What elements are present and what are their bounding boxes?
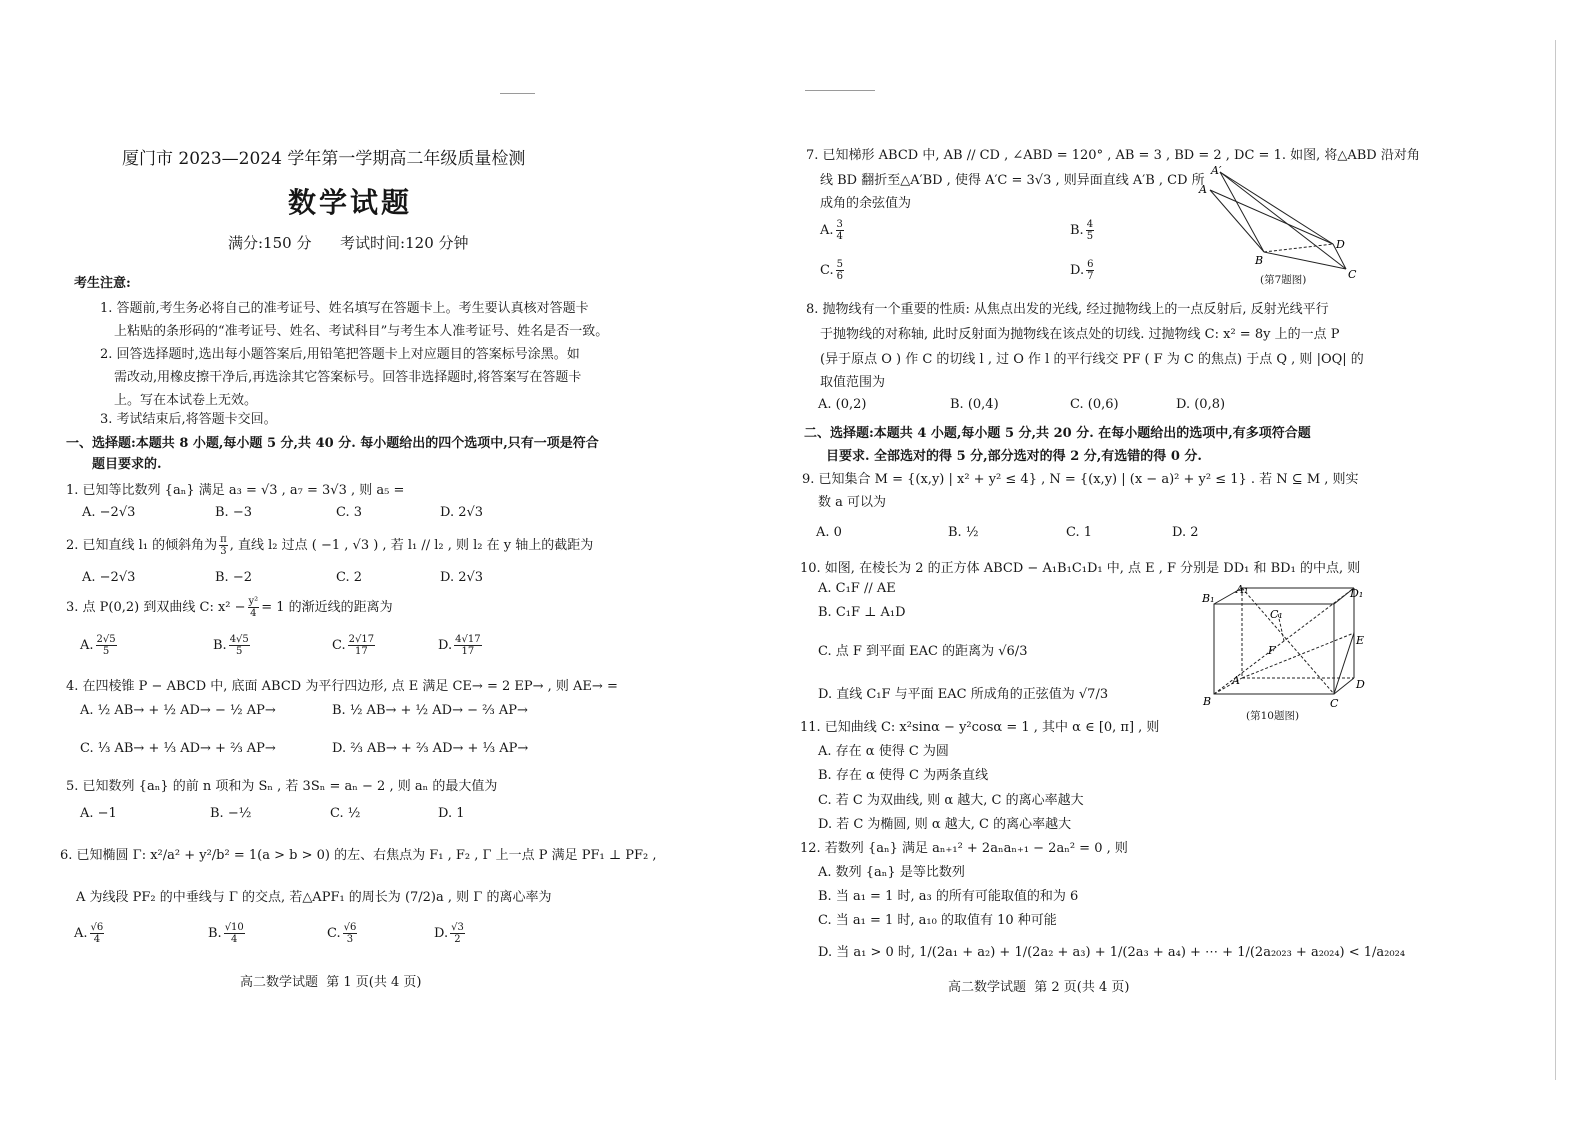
fig-label: D: [1336, 238, 1345, 251]
left-page: [0, 0, 790, 1123]
option: D. 若 C 为椭圆, 则 α 越大, C 的离心率越大: [818, 817, 1072, 832]
option: A. (0,2): [818, 397, 867, 412]
option: B. −2: [215, 570, 252, 585]
option: D. $\frac{4√17}{17}$: [438, 634, 481, 657]
fig-label: D₁: [1350, 587, 1364, 600]
option: C. $\frac{√6}{3}$: [327, 922, 357, 945]
option: C. $\frac{2√17}{17}$: [332, 634, 375, 657]
option: C. 2: [336, 570, 363, 585]
question-stem: 2. 已知直线 l₁ 的倾斜角为 $\frac{\pi}{3}$ , 直线 l₂ 过点 ( −1 , √3 ) , 若 l₁ // l₂ , 则 l₂ 在 y 轴上的截距为: [66, 534, 594, 557]
fig-label: C: [1330, 697, 1339, 710]
notice-line: 上粘贴的条形码的“准考证号、姓名、考试科目”与考生本人准考证号、姓名是否一致。: [114, 324, 609, 339]
option: A. −2√3: [82, 505, 136, 520]
option: B. −3: [215, 505, 252, 520]
q7-figure: [1198, 160, 1368, 290]
page-footer: 高二数学试题 第 1 页(共 4 页): [240, 975, 422, 990]
question-stem: 8. 抛物线有一个重要的性质: 从焦点出发的光线, 经过抛物线上的一点反射后, 反射光线平行: [806, 302, 1329, 317]
question-stem: 4. 在四棱锥 P − ABCD 中, 底面 ABCD 为平行四边形, 点 E 满足 CE→ = 2 EP→ , 则 AE→ =: [66, 679, 618, 694]
notice-line: 上。写在本试卷上无效。: [114, 393, 258, 408]
option: A. −2√3: [82, 570, 136, 585]
option: C. 当 a₁ = 1 时, a₁₀ 的取值有 10 种可能: [818, 913, 1057, 928]
option: C. 点 F 到平面 EAC 的距离为 √6/3: [818, 644, 1028, 659]
option: A. ½ AB→ + ½ AD→ − ½ AP→: [80, 703, 276, 718]
edge: [1220, 172, 1264, 252]
fig-label: B: [1203, 695, 1212, 708]
option: A. $\frac{√6}{4}$: [74, 922, 104, 945]
fig-label: D: [1356, 678, 1365, 691]
option: D. 当 a₁ > 0 时, 1/(2a₁ + a₂) + 1/(2a₂ + a₃) + 1/(2a₃ + a₄) + ⋯ + 1/(2a₂₀₂₃ + a₂₀₂₄) < 1/a₂₀₂₄: [818, 945, 1406, 960]
notice-title: 考生注意:: [74, 276, 131, 291]
notice-line: 需改动,用橡皮擦干净后,再选涂其它答案标号。回答非选择题时,将答案写在答题卡: [114, 370, 582, 385]
figure-caption: (第7题图): [1260, 274, 1307, 286]
question-stem: 11. 已知曲线 C: x²sinα − y²cosα = 1 , 其中 α ∈ [0, π] , 则: [800, 720, 1160, 735]
question-stem: (异于原点 O ) 作 C 的切线 l , 过 O 作 l 的平行线交 PF ( F 为 C 的焦点) 于点 Q , 则 |OQ| 的: [820, 352, 1364, 367]
option: B. ½: [948, 525, 979, 540]
section-heading: 题目要求的.: [92, 457, 162, 472]
question-stem: 10. 如图, 在棱长为 2 的正方体 ABCD − A₁B₁C₁D₁ 中, 点 E , F 分别是 DD₁ 和 BD₁ 的中点, 则: [800, 561, 1361, 576]
fig-label: C₁: [1270, 608, 1283, 621]
line-dashed: [1242, 633, 1354, 678]
option: A. 存在 α 使得 C 为圆: [818, 744, 949, 759]
question-stem: 7. 已知梯形 ABCD 中, AB // CD , ∠ABD = 120° , AB = 3 , BD = 2 , DC = 1. 如图, 将△ABD 沿对角: [806, 148, 1420, 163]
notice-line: 1. 答题前,考生务必将自己的准考证号、姓名填写在答题卡上。考生要认真核对答题卡: [100, 301, 589, 316]
option: A. 数列 {aₙ} 是等比数列: [818, 865, 965, 880]
option: A. −1: [80, 806, 117, 821]
option: B. (0,4): [950, 397, 999, 412]
edge: [1220, 172, 1333, 244]
question-stem: 6. 已知椭圆 Γ: x²/a² + y²/b² = 1(a > b > 0) 的左、右焦点为 F₁ , F₂ , Γ 上一点 P 满足 PF₁ ⊥ PF₂ ,: [60, 848, 657, 863]
question-stem: 于抛物线的对称轴, 此时反射面为抛物线在该点处的切线. 过抛物线 C: x² = 8y 上的一点 P: [820, 327, 1340, 342]
question-stem: 数 a 可以为: [818, 495, 887, 510]
option: D. 2√3: [440, 570, 484, 585]
question-stem: 成角的余弦值为: [820, 196, 912, 211]
fig-label: E: [1356, 634, 1365, 647]
edge: [1210, 190, 1333, 244]
figure-caption: (第10题图): [1246, 710, 1300, 722]
score-line: 满分:150 分 考试时间:120 分钟: [228, 234, 469, 252]
option: C. $\frac{5}{6}$: [820, 259, 843, 282]
option: C. ½: [330, 806, 361, 821]
fraction: $\frac{\text{y²}}{4}$: [248, 596, 259, 619]
section-heading: 二、选择题:本题共 4 小题,每小题 5 分,共 20 分. 在每小题给出的选项中,有多项符合题: [804, 426, 1311, 441]
option: D. $\frac{6}{7}$: [1070, 259, 1094, 282]
notice-line: 2. 回答选择题时,选出每小题答案后,用铅笔把答题卡上对应题目的答案标号涂黑。如: [100, 347, 580, 362]
page-footer: 高二数学试题 第 2 页(共 4 页): [948, 980, 1130, 995]
option: C. (0,6): [1070, 397, 1119, 412]
fig-label: A₁: [1236, 583, 1249, 596]
edge: [1264, 252, 1346, 269]
option: B. $\frac{√10}{4}$: [208, 922, 244, 945]
option: C. 若 C 为双曲线, 则 α 越大, C 的离心率越大: [818, 793, 1084, 808]
question-stem: 线 BD 翻折至△A′BD , 使得 A′C = 3√3 , 则异面直线 A′B , CD 所: [820, 173, 1205, 188]
option: A. $\frac{3}{4}$: [820, 219, 843, 242]
option: D. 2√3: [440, 505, 484, 520]
fig-label: A′: [1211, 164, 1222, 177]
notice-line: 3. 考试结束后,将答题卡交回。: [100, 412, 277, 427]
option: D. (0,8): [1176, 397, 1226, 412]
fig-label: A: [1232, 674, 1240, 687]
option: B. $\frac{4√5}{5}$: [213, 634, 249, 657]
exam-title: 数学试题: [288, 186, 413, 219]
option: C. ⅓ AB→ + ⅓ AD→ + ⅔ AP→: [80, 741, 276, 756]
option: B. 存在 α 使得 C 为两条直线: [818, 768, 989, 783]
edge: [1220, 172, 1346, 269]
section-heading: 目要求. 全部选对的得 5 分,部分选对的得 2 分,有选错的得 0 分.: [826, 449, 1202, 464]
question-stem: 5. 已知数列 {aₙ} 的前 n 项和为 Sₙ , 若 3Sₙ = aₙ − 2 , 则 aₙ 的最大值为: [66, 779, 498, 794]
fig-label: B₁: [1202, 592, 1215, 605]
option: C. 3: [336, 505, 363, 520]
option: D. $\frac{√3}{2}$: [434, 922, 464, 945]
question-stem: 3. 点 P(0,2) 到双曲线 C: x² − $\frac{\text{y²}}{4}$ = 1 的渐近线的距离为: [66, 596, 393, 619]
option: A. $\frac{2√5}{5}$: [80, 634, 116, 657]
fig-label: B: [1255, 254, 1264, 267]
option: D. 1: [438, 806, 465, 821]
option: D. ⅔ AB→ + ⅔ AD→ + ⅓ AP→: [332, 741, 529, 756]
fraction: $\frac{\pi}{3}$: [220, 534, 227, 557]
question-stem: 1. 已知等比数列 {aₙ} 满足 a₃ = √3 , a₇ = 3√3 , 则 a₅ =: [66, 483, 405, 498]
option: A. C₁F // AE: [818, 581, 896, 596]
question-stem: 取值范围为: [820, 375, 886, 390]
option: B. $\frac{4}{5}$: [1070, 219, 1094, 242]
exam-header: 厦门市 2023—2024 学年第一学期高二年级质量检测: [122, 149, 526, 169]
question-stem: 9. 已知集合 M = {(x,y) | x² + y² ≤ 4} , N = {(x,y) | (x − a)² + y² ≤ 1} . 若 N ⊆ M , 则实: [802, 472, 1359, 487]
question-stem: A 为线段 PF₂ 的中垂线与 Γ 的交点, 若△APF₁ 的周长为 (7/2)a , 则 Γ 的离心率为: [76, 890, 552, 905]
right-page: [790, 0, 1588, 1123]
option: B. ½ AB→ + ½ AD→ − ⅔ AP→: [332, 703, 528, 718]
question-stem: 12. 若数列 {aₙ} 满足 aₙ₊₁² + 2aₙaₙ₊₁ − 2aₙ² = 0 , 则: [800, 841, 1128, 856]
option: B. 当 a₁ = 1 时, a₃ 的所有可能取值的和为 6: [818, 889, 1079, 904]
option: B. C₁F ⊥ A₁D: [818, 605, 906, 620]
fig-label: F: [1268, 644, 1276, 657]
fig-label: A: [1199, 183, 1207, 196]
option: D. 直线 C₁F 与平面 EAC 所成角的正弦值为 √7/3: [818, 687, 1109, 702]
option: D. 2: [1172, 525, 1199, 540]
section-heading: 一、选择题:本题共 8 小题,每小题 5 分,共 40 分. 每小题给出的四个选项中,只有一项是符合: [66, 436, 599, 451]
option: B. −½: [210, 806, 252, 821]
option: C. 1: [1066, 525, 1093, 540]
fig-label: C: [1348, 268, 1357, 281]
option: A. 0: [816, 525, 842, 540]
q10-cube-figure: [1202, 583, 1365, 710]
line: [1334, 633, 1354, 694]
